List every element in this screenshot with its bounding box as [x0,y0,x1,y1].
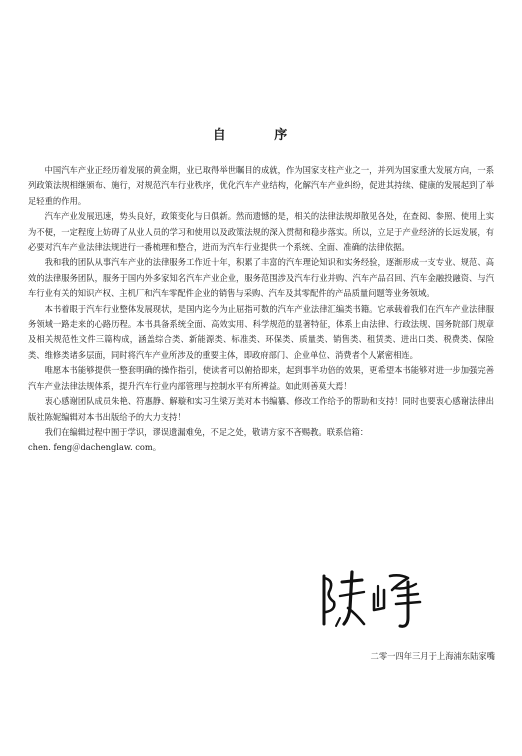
date-place-line: 二零一四年三月于上海浦东陆家嘴 [370,651,495,661]
contact-email: chen. feng＠dachenglaw. com。 [28,442,162,453]
page-title: 自 序 [212,128,310,143]
paragraph: 中国汽车产业正经历着发展的黄金期，业已取得举世瞩目的成就，作为国家支柱产业之一，并列为国家重大发展方向，一系列政策法规相继颁布、施行，对规范汽车行业秩序，优化汽车产业结构，化解汽车产业纠纷，促进其持续、健康的发展起到了举足轻重的作用。 [28,165,494,206]
preface-body [28,163,494,456]
paragraph: 本书着眼于汽车行业整体发展现状，是国内迄今为止屈指可数的汽车产业法律汇编类书籍。它承载着我们在汽车产业法律服务领域一路走来的心路历程。本书具备系统全面、高效实用、科学规范的显著特征，体系上由法律、行政法规、国务院部门规章及相关规范性文件三篇构成，涵盖综合类、新能源类、标准类、环保类、质量类、销售类、租赁类、进出口类、税费类、保险类、维修类诸多层面，同时将汽车产业所涉及的重要主体，即政府部门、企业单位、消费者个人紧密相连。 [28,303,494,360]
paragraph: 汽车产业发展迅速，势头良好，政策变化与日俱新。然而遗憾的是，相关的法律法规却散见各处，在查阅、参照、使用上实为不便，一定程度上妨碍了从业人员的学习和使用以及政策法规的深入贯彻和稳步落实。所以，立足于产业经济的长远发展，有必要对汽车产业法律法规进行一番梳理和整合，进而为汽车行业提供一个系统、全面、准确的法律依据。 [28,211,494,253]
paragraph: 我们在编辑过程中囿于学识，谬误遗漏难免，不足之处，敬请方家不吝赐教。联系信箱： [44,426,369,437]
handwritten-signature [318,568,430,634]
paragraph: 衷心感谢团队成员朱艳、符惠静、解璇和实习生梁万美对本书编纂、修改工作给予的帮助和支持！同时也要衷心感谢法律出版社陈妮编辑对本书出版给予的大力支持！ [28,396,494,422]
paragraph: 我和我的团队从事汽车产业的法律服务工作近十年，积累了丰富的汽车理论知识和实务经验，逐渐形成一支专业、规范、高效的法律服务团队，服务于国内外多家知名汽车产业企业，服务范围涉及汽车行业并购、汽车产品召回、汽车金融投融资、与汽车行业有关的知识产权、主机厂和汽车零配件企业的销售与采购、汽车及其零配件的产品质量问题等业务领域。 [28,257,494,299]
paragraph: 唯愿本书能够提供一整套明确的操作指引，使读者可以俯拾即来，起到事半功倍的效果，更希望本书能够对进一步加强完善汽车产业法律法规体系，提升汽车行业内部管理与控制水平有所裨益。如此则善莫大焉！ [28,365,494,391]
